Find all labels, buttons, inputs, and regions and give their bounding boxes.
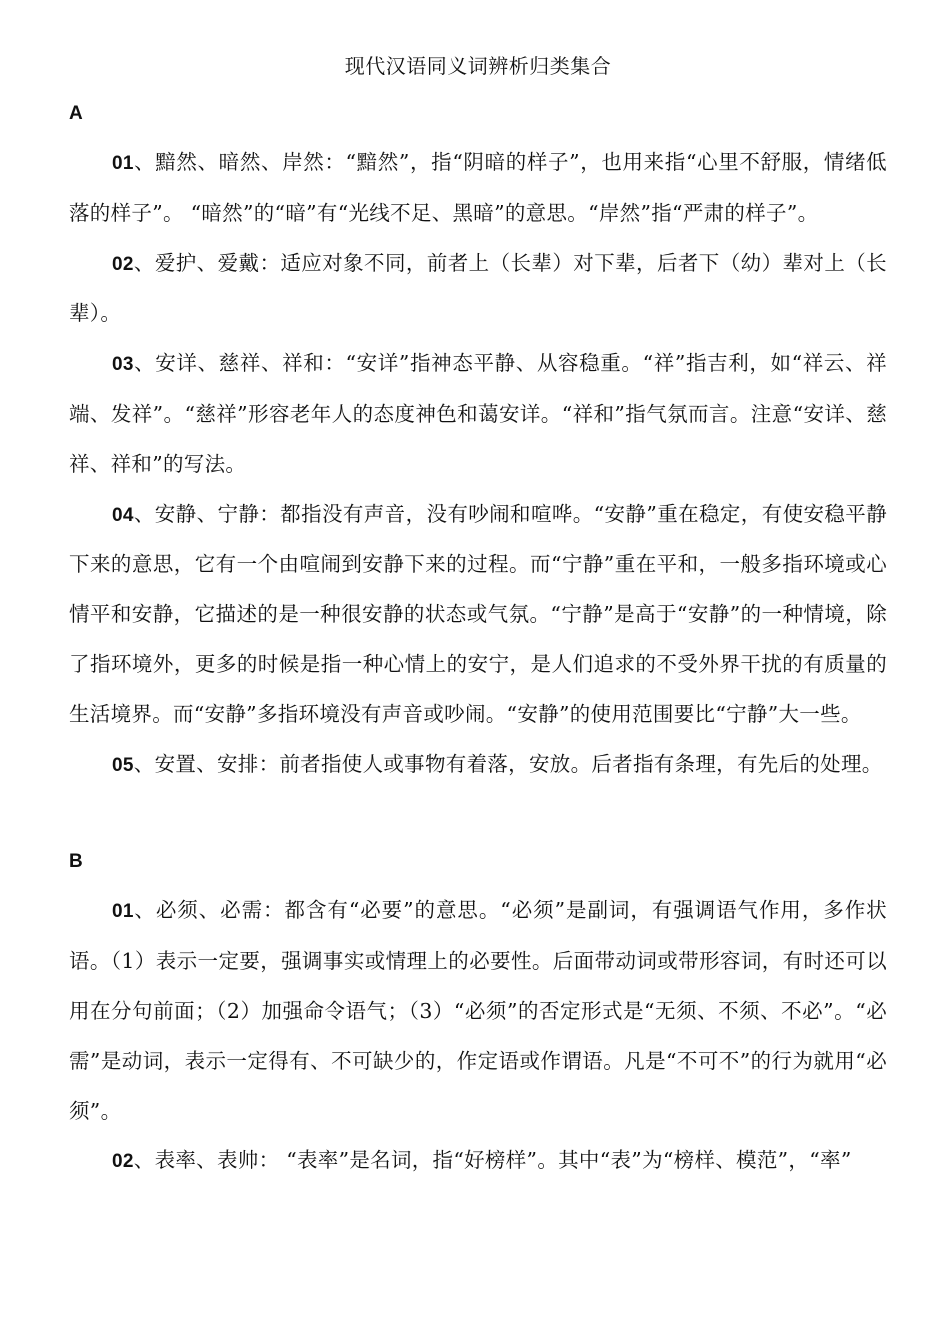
entry-text: 、安详、慈祥、祥和：“安详”指神态平静、从容稳重。“祥”指吉利，如“祥云、祥端、发祥”。“慈祥”形容老年人的态度神色和蔼安详。“祥和”指气氛而言。注意“安详、慈祥、祥和”的写法。 <box>69 351 887 476</box>
section-heading: A <box>69 103 83 124</box>
entry-number: 02 <box>112 253 134 275</box>
entry-a-05 <box>69 740 887 791</box>
section-heading: B <box>69 851 83 873</box>
entry-text: 、必须、必需：都含有“必要”的意思。“必须”是副词，有强调语气作用，多作状语。（1）表示一定要，强调事实或情理上的必要性。后面带动词或带形容词，有时还可以用在分句前面；（2）加强命令语气；（3）“必须”的否定形式是“无须、不须、不必”。“必需”是动词，表示一定得有、不可缺少的，作定语或作谓语。凡是“不可不”的行为就用“必须”。 <box>69 898 887 1123</box>
entry-number: 03 <box>112 354 134 376</box>
entry-number: 05 <box>112 754 134 776</box>
entry-number: 01 <box>112 153 134 174</box>
entry-b-02 <box>69 1136 887 1187</box>
entry-a-02 <box>69 239 887 340</box>
document-page <box>69 48 887 1187</box>
entry-a-01 <box>69 138 887 239</box>
entry-a-03 <box>69 339 887 489</box>
entry-text: 、黯然、暗然、岸然：“黯然”，指“阴暗的样子”，也用来指“心里不舒服，情绪低落的样子”。 “暗然”的“暗”有“光线不足、黑暗”的意思。“岸然”指“严肃的样子”。 <box>69 150 887 225</box>
entry-text: 、爱护、爱戴：适应对象不同，前者上（长辈）对下辈，后者下（幼）辈对上（长辈）。 <box>69 250 887 326</box>
entry-a-04 <box>69 490 887 740</box>
entry-text: 、表率、表帅： “表率”是名词，指“好榜样”。其中“表”为“榜样、模范”，“率” <box>133 1148 852 1173</box>
entry-text: 、安静、宁静：都指没有声音，没有吵闹和喧哗。“安静”重在稳定，有使安稳平静下来的意思，它有一个由喧闹到安静下来的过程。而“宁静”重在平和，一般多指环境或心情平和安静，它描述的是一种很安静的状态或气氛。“宁静”是高于“安静”的一种情境，除了指环境外，更多的时候是指一种心情上的安宁，是人们追求的不受外界干扰的有质量的生活境界。而“安静”多指环境没有声音或吵闹。“安静”的使用范围要比“宁静”大一些。 <box>69 501 887 726</box>
entry-text: 、安置、安排：前者指使人或事物有着落，安放。后者指有条理，有先后的处理。 <box>133 751 883 776</box>
entry-number: 01 <box>112 901 134 923</box>
section-b <box>69 848 887 1187</box>
entry-number: 02 <box>112 1151 134 1173</box>
entry-b-01 <box>69 886 887 1136</box>
section-a <box>69 100 887 790</box>
document-title: 现代汉语同义词辨析归类集合 <box>344 54 612 78</box>
entry-number: 04 <box>112 504 134 526</box>
